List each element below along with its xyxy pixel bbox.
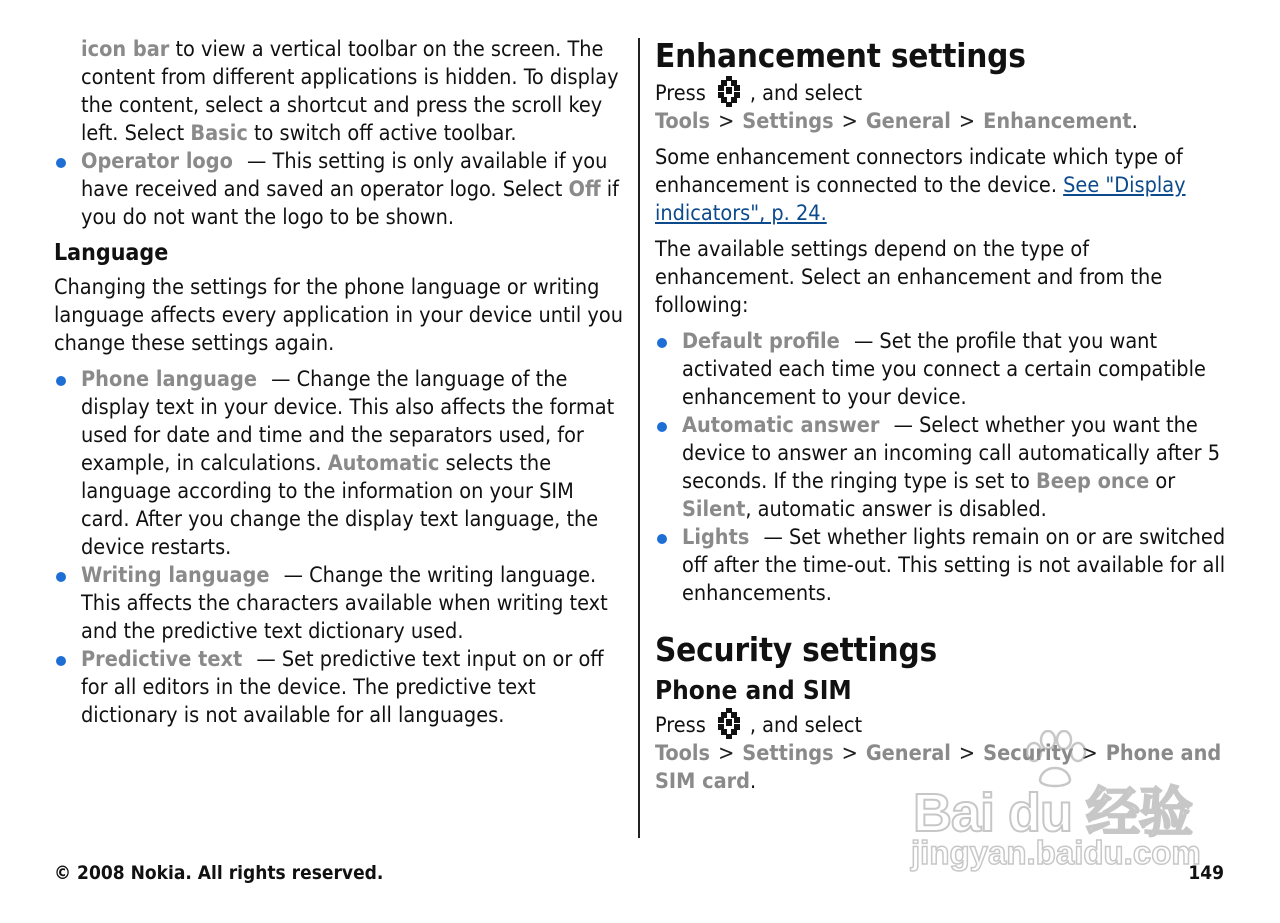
enhancement-options-list [655, 328, 1230, 608]
menu-key-icon [714, 706, 744, 740]
bullet-icon [56, 158, 66, 168]
menu-term-writing-language: Writing language [81, 563, 270, 588]
enhancement-connectors-paragraph: Some enhancement connectors indicate which type of enhancement is connected to the device. See "Display indicators", p. 24. [655, 145, 1186, 226]
menu-term-lights: Lights [682, 525, 750, 550]
language-intro: Changing the settings for the phone language or writing language affects every application in your device until you change these settings again. [54, 275, 623, 356]
menu-term-tools: Tools [655, 109, 711, 134]
copyright-footer: © 2008 Nokia. All rights reserved. [54, 862, 384, 884]
watermark-logo: Bai du 经验 [913, 783, 1193, 843]
menu-term-beep-once: Beep once [1036, 469, 1150, 494]
security-settings-heading: Security settings [655, 630, 937, 669]
menu-key-icon [714, 74, 744, 108]
icon-bar-continuation: icon bar to view a vertical toolbar on the screen. The content from different applications is hidden. To display the content, select a shortcut and press the scroll key left. Select Basic to switch off active toolbar. [81, 37, 619, 146]
menu-term-icon-bar: icon bar [81, 37, 170, 62]
right-column [655, 36, 1230, 796]
list-item-automatic-answer: Automatic answer — Select whether you want the device to answer an incoming call automatically after 5 seconds. If the ringing type is set to Beep once or Silent, automatic answer is disabled. [655, 412, 1230, 524]
enhancement-available-paragraph: The available settings depend on the type of enhancement. Select an enhancement and from the following: [655, 237, 1163, 318]
bullet-icon [657, 534, 667, 544]
list-item-operator-logo: Operator logo — This setting is only available if you have received and saved an operator logo. Select Off if you do not want the logo to be shown. [54, 148, 628, 232]
list-item-lights: Lights — Set whether lights remain on or are switched off after the time-out. This setting is not available for all enhancements. [655, 524, 1230, 608]
baidu-watermark [905, 730, 1210, 880]
bullet-icon [56, 376, 66, 386]
left-column [54, 36, 628, 730]
menu-term-settings: Settings [742, 741, 834, 766]
enhancement-menu-path: Press , and select Tools > Settings > General > Enhancement. [655, 80, 1230, 136]
page-number: 149 [1188, 862, 1224, 884]
menu-term-automatic: Automatic [327, 451, 440, 476]
menu-term-basic: Basic [190, 121, 248, 146]
menu-term-settings: Settings [742, 109, 834, 134]
list-item-writing-language: Writing language — Change the writing language. This affects the characters available when writing text and the predictive text dictionary used. [54, 562, 628, 646]
column-divider [638, 38, 640, 838]
enhancement-settings-heading: Enhancement settings [655, 36, 1026, 75]
language-heading: Language [54, 240, 169, 266]
menu-term-phone-language: Phone language [81, 367, 257, 392]
menu-term-general: General [865, 109, 951, 134]
menu-term-predictive-text: Predictive text [81, 647, 243, 672]
display-options-list [54, 148, 628, 232]
display-indicators-link[interactable]: See "Display indicators", p. 24. [655, 173, 1186, 226]
menu-term-automatic-answer: Automatic answer [682, 413, 880, 438]
menu-term-silent: Silent [682, 497, 746, 522]
menu-term-default-profile: Default profile [682, 329, 840, 354]
watermark-url: jingyan.baidu.com [911, 834, 1201, 871]
menu-term-operator-logo: Operator logo [81, 149, 233, 174]
list-item-phone-language: Phone language — Change the language of the display text in your device. This also affects the format used for date and time and the separators used, for example, in calculations. Automatic selects the language according to the information on your SIM card. After you change the display text language, the device restarts. [54, 366, 628, 562]
menu-term-enhancement: Enhancement [983, 109, 1132, 134]
bullet-icon [657, 338, 667, 348]
list-item-default-profile: Default profile — Set the profile that you want activated each time you connect a certain compatible enhancement to your device. [655, 328, 1230, 412]
list-item-predictive-text: Predictive text — Set predictive text input on or off for all editors in the device. The predictive text dictionary is not available for all languages. [54, 646, 628, 730]
language-options-list [54, 366, 628, 730]
bullet-icon [56, 656, 66, 666]
bullet-icon [657, 422, 667, 432]
menu-term-general: General [865, 741, 951, 766]
menu-term-off: Off [568, 177, 601, 202]
menu-term-phone-and-sim-card: Phone and SIM card [655, 741, 1222, 794]
phone-and-sim-heading: Phone and SIM [655, 676, 852, 706]
menu-term-tools: Tools [655, 741, 711, 766]
menu-term-security: Security [983, 741, 1074, 766]
bullet-icon [56, 572, 66, 582]
security-menu-path: Press , and select Tools > Settings > General > Security > Phone and SIM card. [655, 712, 1230, 796]
